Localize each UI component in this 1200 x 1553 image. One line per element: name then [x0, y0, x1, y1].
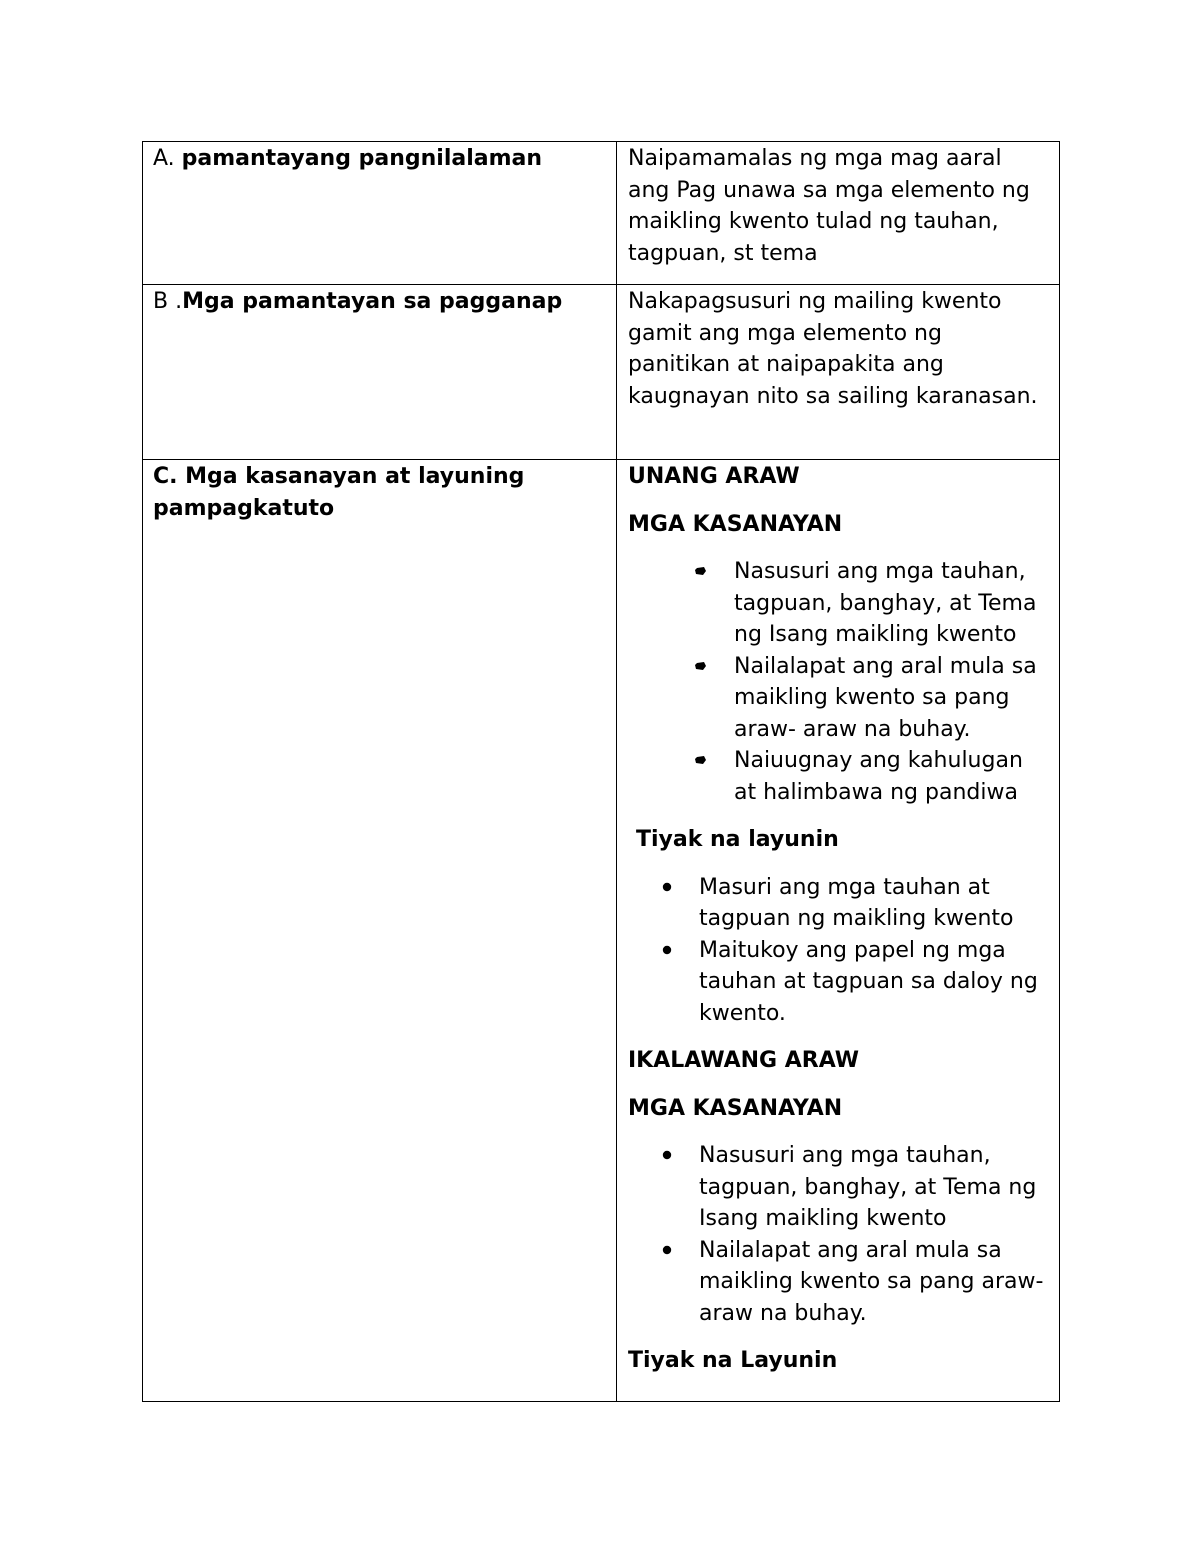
row-a-content-cell: [617, 142, 1060, 285]
row-c-content-cell: [617, 460, 1060, 1402]
row-b-content-cell: [617, 285, 1060, 460]
bullet-icon: [660, 1140, 674, 1171]
row-b-label-prefix: B .: [153, 289, 183, 314]
day2-objectives-heading: Tiyak na Layunin: [628, 1348, 838, 1373]
list-item: Masuri ang mga tauhan at tagpuan ng maikling kwento: [628, 872, 1049, 935]
table-row: [143, 142, 1060, 285]
row-c-label: C. Mga kasanayan at layuning pampagkatuto: [153, 464, 525, 521]
bullet-icon: [660, 935, 674, 966]
list-item: Nailalapat ang aral mula sa maikling kwento sa pang araw- araw na buhay.: [628, 1235, 1049, 1330]
content-standard-text: Naipamamalas ng mga mag aaral ang Pag unawa sa mga elemento ng maikling kwento tulad ng tauhan, tagpuan, st tema: [628, 146, 1030, 266]
row-b-label: Mga pamantayan sa pagganap: [182, 289, 563, 314]
day1-objectives-heading: Tiyak na layunin: [636, 827, 839, 852]
day1-objectives-list: [628, 872, 1049, 1030]
bullet-icon: [660, 1235, 674, 1266]
row-a-label-cell: [143, 142, 617, 285]
day1-skills-list: [628, 556, 1049, 808]
table-row: [143, 460, 1060, 1402]
row-a-label: pamantayang pangnilalaman: [181, 146, 543, 171]
row-b-label-cell: [143, 285, 617, 460]
list-item: Nailalapat ang aral mula sa maikling kwento sa pang araw- araw na buhay.: [628, 651, 1049, 746]
bullet-icon: [660, 872, 674, 903]
table-row: [143, 285, 1060, 460]
day2-skills-list: [628, 1140, 1049, 1329]
day2-skills-heading: MGA KASANAYAN: [628, 1095, 843, 1121]
list-item: Nasusuri ang mga tauhan, tagpuan, banghay, at Tema ng Isang maikling kwento: [628, 1140, 1049, 1235]
bullet-icon: [694, 556, 708, 587]
bullet-icon: [694, 651, 708, 682]
list-item: Naiuugnay ang kahulugan at halimbawa ng pandiwa: [628, 745, 1049, 808]
row-a-label-prefix: A.: [153, 146, 182, 171]
row-c-label-cell: [143, 460, 617, 1402]
day1-title: UNANG ARAW: [628, 464, 800, 489]
list-item: Nasusuri ang mga tauhan, tagpuan, banghay, at Tema ng Isang maikling kwento: [628, 556, 1049, 651]
day1-skills-heading: MGA KASANAYAN: [628, 511, 843, 537]
performance-standard-text: Nakapagsusuri ng mailing kwento gamit ang mga elemento ng panitikan at naipapakita ang kaugnayan nito sa sailing karanasan.: [628, 289, 1038, 409]
lesson-plan-table: [142, 141, 1060, 1402]
list-item: Maitukoy ang papel ng mga tauhan at tagpuan sa daloy ng kwento.: [628, 935, 1049, 1030]
day2-title: IKALAWANG ARAW: [628, 1048, 860, 1073]
bullet-icon: [694, 745, 708, 776]
